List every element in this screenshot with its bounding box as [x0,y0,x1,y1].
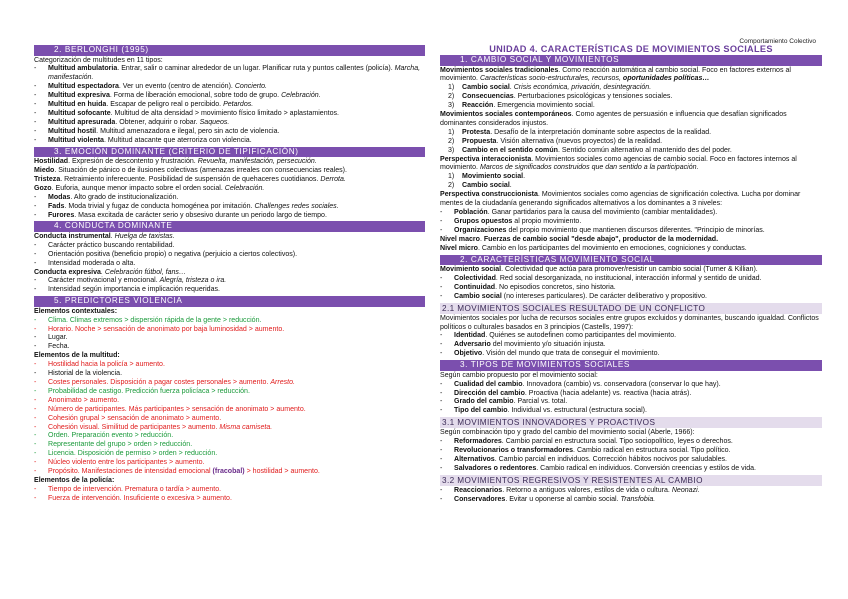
list-item: - Anonimato > aumento. [34,396,120,404]
section-characteristics-title: 2. CARACTERÍSTICAS MOVIMIENTO SOCIAL [440,255,822,266]
section-regressive-title: 3.2 MOVIMIENTOS REGRESIVOS Y RESISTENTES AL CAMBIO [440,475,822,486]
list-item: - Reformadores. Cambio parcial en estructura social. Tipo sociopolítico, leyes o derechos. [440,438,733,446]
list-item: - Objetivo. Visión del mundo que trata de conseguir el movimiento. [440,350,660,358]
list-item: - Licencia. Disposición de permiso > orden > reducción. [34,450,218,458]
list-item: - Multitud violenta. Multitud atacante que aterroriza con violencia. [34,136,252,144]
section-berlonghi-title: 2. BERLONGHI (1995) [34,45,425,56]
list-item: - Intensidad según importancia e implicación requeridas. [34,286,220,294]
list-item: - Multitud espectadora. Ver un evento (centro de atención). Concierto. [34,83,267,91]
list-item: - Tipo del cambio. Individual vs. estructural (estructura social). [440,407,647,415]
emotion-line: Tristeza. Retraimiento inferecuente. Posibilidad de suspensión de quehaceres cuotidianos. Derrota. [34,175,346,183]
section-emotion-title: 3. EMOCIÓN DOMINANTE (CRITERIO DE TIPIFICACIÓN) [34,147,425,158]
list-item: - Cambio social (no intereses particulares). De carácter deliberativo y propositivo. [440,292,708,300]
crowd-types-list [34,65,425,145]
list-item: - Representante del grupo > orden > reducción. [34,441,193,449]
numbered-item: 3) Reacción. Emergencia movimiento social. [448,102,595,110]
list-item: - Intensidad moderada o alta. [34,259,136,267]
numbered-item: 1) Cambio social. Crisis económica, privación, desintegración. [448,84,652,92]
left-column [34,44,425,504]
list-item: - Historial de la violencia. [34,370,123,378]
berlonghi-intro: Categorización de multitudes en 11 tipos: [34,56,163,64]
traditional-movements: Movimientos sociales tradicionales. Como reacción automática al cambio social. Foco en factores externos al movimiento. Características socio-estructurales, recursos, oportunidades políticas… [440,66,791,83]
list-item: - Multitud en huida. Escapar de peligro real o percibido. Petardos. [34,101,254,109]
constructionist-perspective: Perspectiva construccionista. Movimientos sociales como agencias de significación colectiva. Lucha por dominar mentes de la ciudadanía generando significados alternativos a los dominantes a 3 niveles: [440,191,801,208]
context-elements-label: Elementos contextuales: [34,307,118,315]
innovative-intro: Según combinación tipo y grado del cambio del movimiento social (Aberle, 1966): [440,429,695,437]
list-item: - Conservadores. Evitar u oponerse al cambio social. Transfobia. [440,495,656,503]
numbered-item: 2) Propuesta. Visión alternativa (nuevos proyectos) de la realidad. [448,137,663,145]
list-item: - Carácter práctico buscando rentabilidad. [34,241,175,249]
section-innovative-title: 3.1 MOVIMIENTOS INNOVADORES Y PROACTIVOS [440,417,822,428]
list-item: - Multitud sofocante. Multitud de alta densidad > movimiento físico limitado > aplastamientos. [34,109,340,117]
social-movement-definition: Movimiento social. Colectividad que actúa para promover/resistir un cambio social (Turner & Killian). [440,266,758,274]
list-item: - Reaccionarios. Retorno a antiguos valores, estilos de vida o cultura. Neonazi. [440,486,700,494]
list-item: - Fads. Moda trivial y fugaz de conducta homogénea por imitación. Challenges redes sociales. [34,202,339,210]
conflict-intro: Movimientos sociales por lucha de recursos sociales entre grupos excluidos y dominantes, buscando igualdad. Conflictos políticos o culturales basados en 3 principios (Castells, 1997): [440,314,819,331]
course-header: Comportamiento Colectivo [739,38,816,45]
emotion-line: Miedo. Situación de pánico o de ilusiones colectivas (amenazas irreales con consecuencias reales). [34,166,347,174]
types-intro: Según cambio propuesto por el movimiento social: [440,371,598,379]
list-item: - Fecha. [34,343,70,351]
numbered-item: 2) Consecuencias. Perturbaciones psicológicas y tensiones sociales. [448,93,673,101]
list-item: - Grado del cambio. Parcial vs. total. [440,398,568,406]
numbered-item: 3) Cambio en el sentido común. Sentido común alternativo al mantenido des del poder. [448,146,732,154]
emotion-line: Hostilidad. Expresión de descontento y frustración. Revuelta, manifestación, persecución. [34,158,317,166]
list-item: - Propósito. Manifestaciones de intensidad emocional (fracobal) > hostilidad > aumento. [34,468,320,476]
section-violence-title: 5. PREDICTORES VIOLENCIA [34,296,425,307]
list-item: - Horario. Noche > sensación de anonimato por baja luminosidad > aumento. [34,325,285,333]
list-item: - Dirección del cambio. Proactiva (hacia adelante) vs. reactiva (hacia atrás). [440,389,692,397]
list-item: - Núcleo violento entre los participantes > aumento. [34,459,205,467]
list-item: - Clima. Climas extremos > dispersión rápida de la gente > reducción. [34,316,262,324]
section-conduct-title: 4. CONDUCTA DOMINANTE [34,221,425,232]
unit-title: UNIDAD 4. CARACTERÍSTICAS DE MOVIMIENTOS SOCIALES [489,44,773,54]
micro-level: Nivel micro. Cambio en los participantes del movimiento en emociones, cogniciones y conductas. [440,244,747,252]
right-column [440,44,822,505]
list-item: - Organizaciones del propio movimiento que mantienen discursos diferentes. "Principio de minorías. [440,226,765,234]
section-conflict-title: 2.1 MOVIMIENTOS SOCIALES RESULTADO DE UN CONFLICTO [440,303,822,314]
numbered-item: 2) Cambio social. [448,182,512,190]
list-item: - Adversario del movimiento y/o situación injusta. [440,341,606,349]
section-types-title: 3. TIPOS DE MOVIMIENTOS SOCIALES [440,360,822,371]
list-item: - Fuerza de intervención. Insuficiente o excesiva > aumento. [34,494,232,502]
emotion-line: Gozo. Euforia, aunque menor impacto sobre el orden social. Celebración. [34,184,265,192]
section-change-title: 1. CAMBIO SOCIAL Y MOVIMIENTOS [440,55,822,66]
contemporary-movements: Movimientos sociales contemporáneos. Como agentes de persuasión e influencia que desafían significados dominantes considerados injustos. [440,111,787,127]
list-item: - Identidad. Quiénes se autodefinen como participantes del movimiento. [440,332,677,340]
list-item: - Alternativos. Cambio parcial en individuos. Corrección hábitos nocivos por saludables. [440,455,728,463]
list-item: - Carácter motivacional y emocional. Alegría, tristeza o ira. [34,277,227,285]
list-item: - Modas. Alto grado de institucionalización. [34,193,179,201]
list-item: - Grupos opuestos al propio movimiento. [440,217,582,225]
list-item: - Probabilidad de castigo. Predicción fuerza policíaca > reducción. [34,387,250,395]
list-item: - Continuidad. No episodios concretos, sino historia. [440,283,616,291]
police-elements-label: Elementos de la policía: [34,476,115,484]
list-item: - Multitud apresurada. Obtener, adquirir o robar. Saqueos. [34,118,230,126]
list-item: - Hostilidad hacia la policía > aumento. [34,361,165,369]
list-item: - Cohesión visual. Similitud de participantes > aumento. Misma camiseta. [34,423,273,431]
list-item: - Multitud expresiva. Forma de liberación emocional, sobre todo de grupo. Celebración. [34,92,321,100]
list-item: - Multitud hostil. Multitud amenazadora e ilegal, pero sin acto de violencia. [34,127,280,135]
numbered-item: 1) Movimiento social. [448,173,526,181]
list-item: - Cohesión grupal > sensación de anonimato > aumento. [34,414,222,422]
list-item: - Población. Ganar partidarios para la causa del movimiento (cambiar mentalidades). [440,209,718,216]
list-item: - Revolucionarios o transformadores. Cambio radical en estructura social. Tipo político. [440,447,731,455]
list-item: - Cualidad del cambio. Innovadora (cambio) vs. conservadora (conservar lo que hay). [440,380,721,388]
list-item: - Lugar. [34,334,68,342]
list-item: - Orientación positiva (beneficio propio) o negativa (perjuicio a ciertos colectivos). [34,250,298,258]
crowd-elements-label: Elementos de la multitud: [34,352,120,360]
list-item: - Tiempo de intervención. Prematura o tardía > aumento. [34,485,222,493]
expressive-conduct: Conducta expresiva. Celebración fútbol, fans… [34,268,186,276]
list-item: - Salvadores o redentores. Cambio radical en individuos. Conversión creencias y estilos de vida. [440,464,756,472]
instrumental-conduct: Conducta instrumental. Huelga de taxistas. [34,232,175,240]
list-item: - Costes personales. Disposición a pagar costes personales > aumento. Arresto. [34,379,295,386]
list-item: - Orden. Preparación evento > reducción. [34,432,174,440]
list-item: - Multitud ambulatoria. Entrar, salir o caminar alrededor de un lugar. Planificar ruta y puntos callentes (policía). Marcha, manifestación. [34,65,421,82]
list-item: - Número de participantes. Más participantes > sensación de anonimato > aumento. [34,405,306,413]
macro-level: Nivel macro. Fuerzas de cambio social "desde abajo", productor de la modernidad. [440,235,719,243]
interactionist-perspective: Perspectiva interaccionista. Movimientos sociales como agencias de cambio social. Foco en factores internos al movimiento. Marcos de significados construidos que dan sentido a la participación. [440,155,797,172]
numbered-item: 1) Protesta. Desafío de la interpretación dominante sobre aspectos de la realidad. [448,128,712,136]
handwritten-note: (fracobal) [212,468,245,476]
list-item: - Furores. Masa excitada de carácter serio y obsesivo durante un periodo largo de tiempo. [34,211,327,219]
list-item: - Colectividad. Red social desorganizada, no institucional, interacción informal y sentido de unidad. [440,274,762,282]
